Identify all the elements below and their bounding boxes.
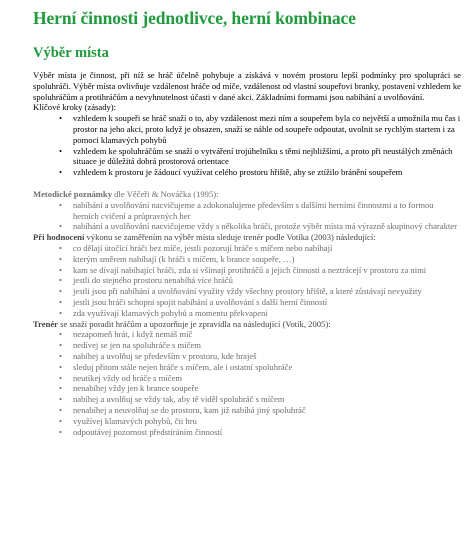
list-item: • nenabíhej vždy jen k brance soupeře — [59, 383, 461, 394]
page-title: Herní činnosti jednotlivce, herní kombinace — [33, 8, 356, 28]
coach-heading — [33, 319, 461, 330]
faded-section — [33, 189, 461, 437]
list-item: • jestli jsou hráči schopni spojit nabíhání a uvolňování s další herní činností — [59, 297, 461, 308]
list-item: • nabíhej a uvolňuj se především v prostoru, kde hraješ — [59, 351, 461, 362]
list-item: • nabíhej a uvolňuj se vždy tak, aby tě viděl spoluhráč s míčem — [59, 394, 461, 405]
list-item: • neutíkej vždy od hráče s míčem — [59, 373, 461, 384]
list-item: • jestli do stejného prostoru nenabíhá více hráčů — [59, 275, 461, 286]
evaluation-heading — [33, 232, 461, 243]
list-item: • nabíhání a uvolňování nacvičujeme a zdokonalujeme především s dalšími herními činnostmi a to formou herních cvičení a průpravných her — [59, 200, 461, 222]
evaluation-list — [33, 243, 461, 319]
list-item: • vzhledem ke spoluhráčům se snaží o vytváření trojúhelníku s těmi nejbližšími, a proto při neustálých změnách situace je důležitá dobrá prostorová orientace — [59, 146, 461, 168]
list-item: • vzhledem k prostoru je žádoucí využívat celého prostoru hřiště, aby se ztížilo bránění soupeřem — [59, 167, 461, 178]
list-item: • zda využívají klamavých pohybů a momentu překvapení — [59, 308, 461, 319]
key-steps-heading: Klíčové kroky (zásady): — [33, 102, 117, 113]
list-item: • kterým směrem nabíhají (k hráči s míčem, k brance soupeře, …) — [59, 254, 461, 265]
list-item: • nezapomeň hrát, i když nemáš míč — [59, 329, 461, 340]
list-item: • odpoutávej pozornost předstíráním činností — [59, 427, 461, 438]
list-item: • nabíhání a uvolňování nacvičujeme vždy s několika hráči, protože výběr místa má výrazně skupinový charakter — [59, 221, 461, 232]
intro-paragraph: Výběr místa je činnost, při níž se hráč účelně pohybuje a získává v novém prostoru lepší podmínky pro spolupráci se spoluhráči. Výběr místa ovlivňuje vzdálenost hráče od míče, vzdálenost od vlastní soupeřovi branky, postavení vzhledem ke spoluhráčům a protihráčům a nevyhnutelnost účasti v dané akci. Základními formami jsou nabíhání a uvolňování. — [33, 70, 461, 102]
method-notes-label: Metodické poznámky — [33, 188, 113, 199]
list-item: • vzhledem k soupeři se hráč snaží o to, aby vzdálenost mezi ním a soupeřem byla co největší a umožnila mu čas i prostor na jeho akci, proto když je obsazen, snaží se náhle od soupeře odpoutat, uvolnit se rychlým startem i za pomoci klamavých pohybů — [59, 113, 461, 145]
method-notes-heading — [33, 189, 461, 200]
method-notes-source: dle Věčeři & Nováčka (1995): — [112, 188, 219, 199]
method-notes-list — [33, 200, 461, 232]
section-title: Výběr místa — [33, 45, 109, 61]
list-item: • co dělají útočící hráči bez míče, jestli pozorují hráče s míčem nebo nabíhají — [59, 243, 461, 254]
list-item: • nedívej se jen na spoluhráče s míčem — [59, 340, 461, 351]
list-item: • sleduj přitom stále nejen hráče s míčem, ale i ostatní spoluhráče — [59, 362, 461, 373]
coach-text: se snaží poradit hráčům a upozorňuje je zpravidla na následující (Votík, 2005): — [57, 318, 331, 329]
list-item: • kam se dívají nabíhající hráči, zda si všímají protihráčů a jejich činnosti a neztrácejí v prostoru za nimi — [59, 265, 461, 276]
key-steps-list — [33, 113, 461, 178]
list-item: • jestli jsou při nabíhání a uvolňování využity vždy všechny prostory hřiště, a které zůstávají nevyužity — [59, 286, 461, 297]
evaluation-text: výkonu se zaměřením na výběr místa sleduje trenér podle Votíka (2003) následující: — [84, 232, 376, 243]
coach-list — [33, 329, 461, 437]
coach-label: Trenér — [33, 318, 58, 329]
evaluation-label: Při hodnocení — [33, 232, 85, 243]
list-item: • využívej klamavých pohybů, čti hru — [59, 416, 461, 427]
list-item: • nenabíhej a neuvolňuj se do prostoru, kam již nabíhá jiný spoluhráč — [59, 405, 461, 416]
